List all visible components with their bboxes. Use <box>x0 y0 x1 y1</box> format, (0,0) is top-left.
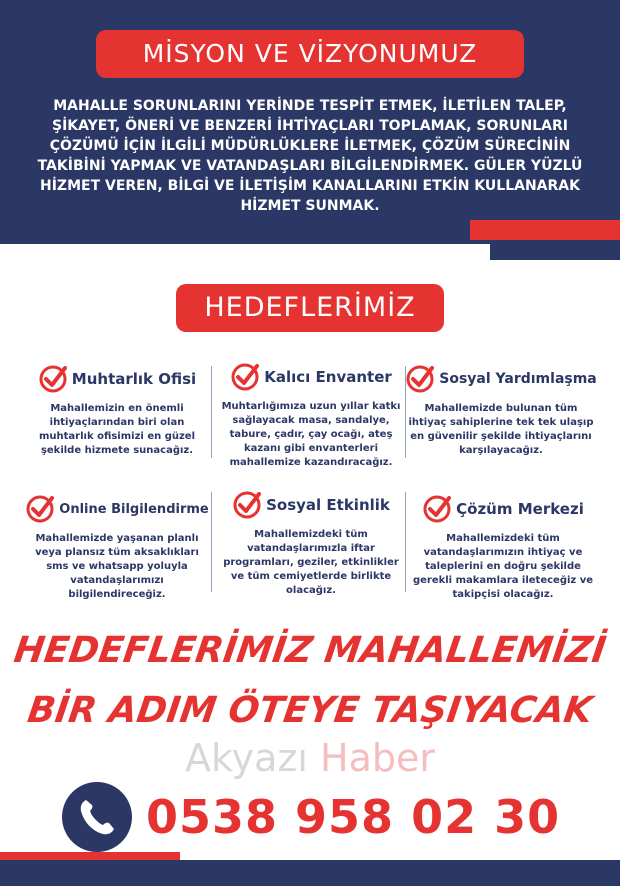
goal-card-sosyal-etkinlik <box>218 490 404 598</box>
goal-text: Mahallemizdeki tüm vatandaşlarımızla iftar programları, geziler, etkinlikler ve tüm cemiyetlerde birlikte olacağız. <box>223 529 399 596</box>
decor-red-strip <box>470 220 620 240</box>
watermark <box>0 736 620 780</box>
goal-text: Mahallemizde bulunan tüm ihtiyaç sahiplerine tek tek ulaşıp en güvenilir şekilde ihtiyaçlarını karşılayacağız. <box>408 403 594 456</box>
divider <box>211 366 212 458</box>
goal-title: Çözüm Merkezi <box>456 500 584 518</box>
watermark-part-1: Akyazı <box>184 736 308 780</box>
goal-text: Muhtarlığımıza uzun yıllar katkı sağlayacak masa, sandalye, tabure, çadır, çay ocağı, ateş kazanı gibi envanterleri mahallemize kazandıracağız. <box>221 401 401 468</box>
goal-card-muhtarlik-ofisi <box>24 364 210 458</box>
goal-card-online-bilgilendirme <box>24 494 210 602</box>
phone-icon <box>62 782 132 852</box>
goal-title: Sosyal Yardımlaşma <box>439 371 597 387</box>
goal-title: Kalıcı Envanter <box>264 368 392 386</box>
mission-title: MİSYON VE VİZYONUMUZ <box>96 30 524 78</box>
check-icon <box>422 494 452 524</box>
divider <box>405 492 406 592</box>
goal-card-kalici-envanter <box>218 362 404 470</box>
check-icon <box>405 364 435 394</box>
divider <box>211 492 212 592</box>
goal-text: Mahallemizin en önemli ihtiyaçlarından biri olan muhtarlık ofisimizi en güzel şekilde hizmete sunacağız. <box>38 403 196 456</box>
phone-handset-icon <box>62 782 132 852</box>
goal-text: Mahallemizdeki tüm vatandaşlarımızın ihtiyaç ve taleplerini en doğru şekilde gerekli makamlara ileteceğiz ve takipçisi olacağız. <box>412 533 594 600</box>
check-icon <box>38 364 68 394</box>
watermark-part-2: Haber <box>320 736 435 780</box>
goal-card-cozum-merkezi <box>410 494 596 602</box>
check-icon <box>232 490 262 520</box>
phone-number[interactable]: 0538 958 02 30 <box>146 790 561 844</box>
decor-red-strip-bottom <box>0 852 180 860</box>
mission-text: MAHALLE SORUNLARINI YERİNDE TESPİT ETMEK, İLETİLEN TALEP, ŞİKAYET, ÖNERİ VE BENZERİ İHTİYAÇLARI TOPLAMAK, SORUNLARI ÇÖZÜMÜ İÇİN İLGİLİ MÜDÜRLÜKLERE İLETMEK, ÇÖZÜM SÜRECİNİN TAKİBİNİ YAPMAK VE VATANDAŞLARI BİLGİLENDİRMEK. GÜLER YÜZLÜ HİZMET VEREN, BİLGİ VE İLETİŞİM KANALLARINI ETKİN KULLANARAK HİZMET SUNMAK. <box>37 98 583 214</box>
goal-card-sosyal-yardimlasma <box>408 364 597 458</box>
check-icon <box>25 494 55 524</box>
bottom-bar <box>0 860 620 886</box>
goal-title: Sosyal Etkinlik <box>266 496 390 514</box>
goal-text: Mahallemizde yaşanan planlı veya plansız tüm aksaklıkları sms ve whatsapp yoluyla vatandaşlarımızı bilgilendireceğiz. <box>35 533 199 600</box>
slogan-line-1: HEDEFLERİMİZ MAHALLEMİZİ <box>11 630 609 671</box>
goal-title: Online Bilgilendirme <box>59 501 209 517</box>
check-icon <box>230 362 260 392</box>
decor-navy-strip <box>490 240 620 260</box>
goal-title: Muhtarlık Ofisi <box>71 370 197 388</box>
slogan-line-2: BİR ADIM ÖTEYE TAŞIYACAK <box>25 690 595 731</box>
goals-title: HEDEFLERİMİZ <box>176 284 444 332</box>
